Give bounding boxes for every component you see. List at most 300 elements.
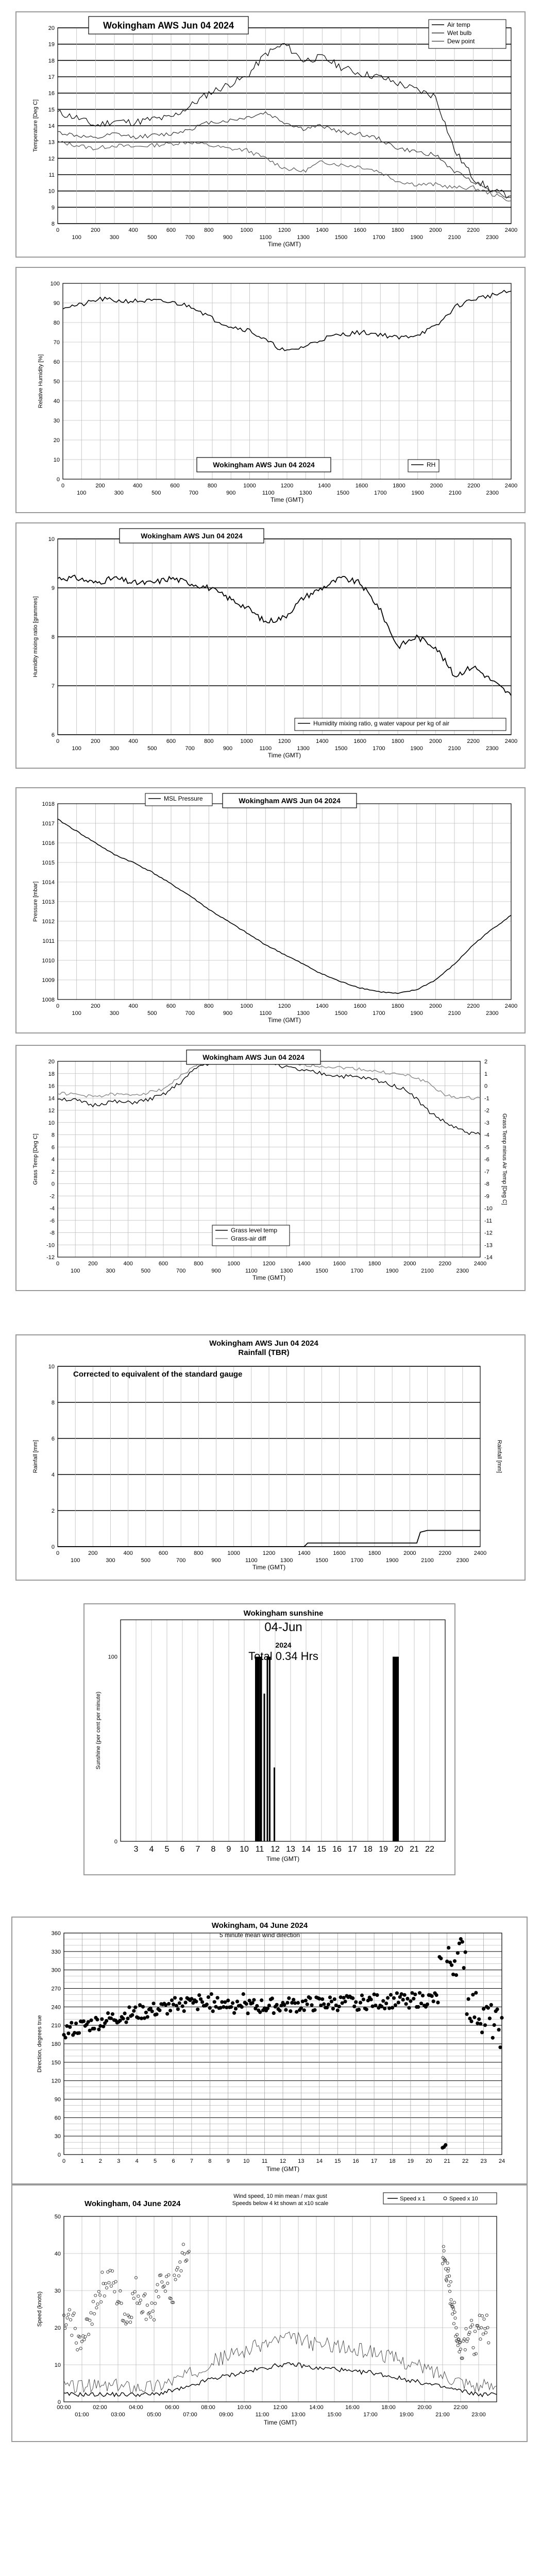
wind-direction-point: [403, 1993, 407, 1997]
x-tick-label: 1300: [297, 745, 310, 752]
x-tick-label: 2300: [486, 490, 499, 496]
speed-x10-marker: [166, 2282, 169, 2284]
y-tick-label: 12: [48, 1108, 55, 1114]
x-tick-label: 6: [180, 1845, 185, 1854]
y-tick-label: 1009: [42, 977, 55, 984]
x-tick-label: 2000: [403, 1261, 416, 1267]
y-tick-label: 50: [54, 2214, 61, 2220]
x-tick-label: 600: [166, 738, 176, 744]
y-tick-label: 4: [51, 1472, 55, 1478]
speed-x10-marker: [458, 2350, 461, 2353]
wind-direction-point: [464, 1951, 467, 1954]
mixing-ratio-chart: [16, 523, 525, 768]
y-tick-label: 120: [51, 2078, 61, 2084]
wind-direction-point: [352, 2005, 356, 2008]
speed-x10-marker: [473, 2353, 476, 2355]
y-tick-label: 1010: [42, 958, 55, 964]
grass-temp-chart-panel: [15, 1045, 526, 1291]
x-tick-label: 5: [164, 1845, 170, 1854]
y-right-axis-label: Grass Temp minus Air Temp [Deg C]: [501, 1113, 508, 1205]
y-right-tick-label: -14: [484, 1255, 493, 1261]
x-tick-label: 1600: [353, 1003, 366, 1009]
x-tick-label: 17: [348, 1845, 357, 1854]
x-tick-label: 24: [498, 2158, 505, 2164]
wind-direction-point: [229, 2005, 233, 2009]
x-tick-label: 1600: [353, 738, 366, 744]
speed-x10-marker: [70, 2318, 72, 2321]
x-tick-label: 20:00: [417, 2404, 432, 2411]
wind-direction-point: [498, 2045, 502, 2049]
wind-direction-point: [74, 2022, 78, 2025]
x-tick-label: 16:00: [345, 2404, 360, 2411]
x-tick-label: 1800: [368, 1550, 381, 1556]
x-tick-label: 5: [154, 2158, 157, 2164]
wind-direction-point: [493, 2023, 496, 2027]
y-tick-label: 0: [51, 1181, 55, 1188]
x-tick-label: 21:00: [435, 2412, 450, 2418]
x-tick-label: 600: [166, 1003, 176, 1009]
y-right-tick-label: 1: [484, 1071, 488, 1077]
wind-direction-point: [232, 2011, 236, 2015]
speed-x10-marker: [164, 2290, 166, 2293]
wind-direction-point: [351, 1996, 354, 2000]
x-tick-label: 02:00: [93, 2404, 107, 2411]
speed-x10-marker: [150, 2302, 153, 2304]
wind-direction-point: [287, 1996, 291, 2000]
x-tick-label: 100: [70, 1268, 80, 1274]
x-tick-label: 1000: [227, 1261, 240, 1267]
x-tick-label: 2200: [467, 1003, 480, 1009]
x-tick-label: 19: [407, 2158, 414, 2164]
y-tick-label: -8: [49, 1230, 55, 1236]
x-tick-label: 23:00: [471, 2412, 486, 2418]
wind-direction-point: [252, 1998, 256, 2002]
speed-x10-marker: [479, 2338, 482, 2341]
x-tick-label: 22: [425, 1845, 434, 1854]
y-tick-label: 8: [51, 1132, 55, 1139]
y-tick-label: 30: [54, 2133, 61, 2140]
x-tick-label: 18:00: [381, 2404, 396, 2411]
speed-x10-marker: [114, 2280, 117, 2283]
y-tick-label: 16: [48, 1083, 55, 1090]
y-tick-label: 300: [51, 1967, 61, 1974]
x-tick-label: 900: [226, 490, 236, 496]
speed-x10-marker: [65, 2324, 67, 2326]
x-tick-label: 500: [141, 1268, 151, 1274]
y-tick-label: 18: [48, 58, 55, 64]
wind-direction-point: [365, 2008, 368, 2011]
speed-x10-marker: [71, 2334, 73, 2336]
x-tick-label: 1200: [262, 1550, 276, 1556]
wind-direction-point: [454, 1973, 458, 1977]
speed-x10-marker: [483, 2318, 485, 2320]
x-tick-label: 1400: [298, 1261, 311, 1267]
wind-direction-point: [235, 1999, 239, 2003]
x-axis-label: Time (GMT): [270, 496, 304, 503]
y-tick-label: 0: [57, 2399, 61, 2405]
sunshine-bar: [264, 1693, 265, 1841]
wind-direction-point: [141, 2005, 145, 2009]
wind-direction-point: [272, 2011, 276, 2015]
wind-direction-point: [240, 2005, 244, 2009]
x-tick-label: 2100: [421, 1268, 434, 1274]
y-tick-label: 360: [51, 1930, 61, 1937]
y-tick-label: 10: [48, 1364, 55, 1370]
x-tick-label: 0: [62, 2158, 66, 2164]
y-tick-label: 6: [51, 1436, 55, 1442]
wind-direction-point: [304, 1999, 308, 2003]
wind-direction-point: [343, 1999, 347, 2003]
legend-entry: MSL Pressure: [164, 795, 203, 802]
wind-direction-point: [472, 2015, 476, 2019]
wind-direction-point: [354, 2000, 358, 2004]
x-tick-label: 1700: [350, 1268, 364, 1274]
x-tick-label: 900: [211, 1268, 221, 1274]
speed-x10-marker: [466, 2337, 469, 2340]
x-tick-label: 300: [106, 1268, 115, 1274]
y-tick-label: 18: [48, 1071, 55, 1077]
chart-title: Wokingham, 04 June 2024: [84, 2199, 181, 2208]
speed-x10-marker: [176, 2266, 179, 2269]
wind-direction-point: [123, 2011, 127, 2015]
wind-direction-point: [401, 1998, 405, 2002]
y-right-tick-label: -2: [484, 1108, 489, 1114]
sunshine-chart-panel: [83, 1603, 455, 1875]
speed-x10-marker: [101, 2271, 104, 2274]
wind-direction-point: [404, 2002, 408, 2006]
speed-x10-marker: [120, 2302, 123, 2304]
x-tick-label: 1000: [227, 1550, 240, 1556]
x-tick-label: 20: [426, 2158, 432, 2164]
legend-entry: Speed x 1: [400, 2196, 426, 2202]
speed-x10-marker: [178, 2275, 180, 2277]
x-tick-label: 2200: [467, 483, 480, 489]
x-tick-label: 18: [389, 2158, 396, 2164]
x-tick-label: 1600: [333, 1261, 346, 1267]
x-tick-label: 1800: [393, 483, 405, 489]
y-tick-label: 8: [51, 1400, 55, 1406]
x-tick-label: 8: [208, 2158, 212, 2164]
speed-x10-marker: [450, 2298, 452, 2301]
x-tick-label: 0: [56, 738, 60, 744]
speed-x10-marker: [470, 2319, 472, 2321]
x-tick-label: 100: [72, 1010, 81, 1016]
wind-direction-point: [205, 2003, 209, 2006]
speed-x10-marker: [94, 2294, 97, 2297]
y-axis-label: Grass Temp [Deg C]: [32, 1133, 39, 1185]
x-tick-label: 11:00: [255, 2412, 269, 2418]
speed-x10-marker: [448, 2284, 450, 2287]
x-tick-label: 10: [240, 1845, 249, 1854]
y-tick-label: 8: [51, 634, 55, 640]
speed-x10-marker: [453, 2301, 455, 2304]
x-tick-label: 500: [147, 745, 157, 752]
wind-direction-point: [97, 2028, 100, 2031]
wind-direction-point: [95, 2018, 99, 2021]
wind-direction-point: [208, 2006, 212, 2010]
wind-direction-point: [322, 2002, 326, 2006]
wind-direction-point: [155, 2012, 158, 2016]
x-tick-label: 400: [123, 1261, 133, 1267]
x-tick-label: 500: [151, 490, 161, 496]
wind-direction-point: [255, 2004, 259, 2008]
speed-x10-marker: [66, 2316, 69, 2319]
x-tick-label: 2200: [438, 1550, 451, 1556]
x-tick-label: 19:00: [399, 2412, 414, 2418]
y-tick-label: 60: [54, 2115, 61, 2122]
chart-title: Wokingham AWS Jun 04 2024: [141, 532, 243, 540]
x-tick-label: 900: [211, 1557, 221, 1564]
wind-direction-point: [168, 2009, 172, 2012]
y-tick-label: 30: [54, 2288, 61, 2294]
wind-direction-point: [82, 2020, 86, 2023]
x-tick-label: 16: [332, 1845, 342, 1854]
x-tick-label: 1100: [245, 1557, 258, 1564]
wind-direction-point: [126, 2016, 129, 2020]
y-tick-label: 6: [51, 732, 55, 738]
chart-title: Wokingham AWS Jun 04 2024: [239, 796, 341, 805]
wind-direction-point: [430, 1994, 434, 1998]
speed-x10-marker: [156, 2283, 159, 2286]
y-tick-label: 20: [48, 1059, 55, 1065]
y-tick-label: 7: [51, 683, 55, 689]
chart-date: 04-Jun: [264, 1620, 302, 1634]
x-tick-label: 300: [109, 1010, 120, 1016]
x-tick-label: 13: [286, 1845, 295, 1854]
y-axis-label: Direction, degrees true: [37, 2015, 43, 2073]
y-right-tick-label: -7: [484, 1168, 489, 1175]
speed-x10-marker: [180, 2269, 182, 2272]
wind-direction-point: [456, 1951, 460, 1955]
wind-direction-point: [477, 2018, 481, 2021]
x-tick-label: 100: [72, 745, 81, 752]
wind-direction-point: [124, 2021, 128, 2024]
x-tick-label: 1600: [353, 227, 366, 233]
legend-entry: Speed x 10: [449, 2196, 478, 2202]
speed-x10-marker: [96, 2303, 99, 2306]
chart-title: Wokingham AWS Jun 04 2024: [209, 1339, 318, 1348]
wind-direction-chart: [12, 1918, 527, 2183]
speed-x10-marker: [119, 2290, 122, 2292]
wind-direction-point: [313, 2008, 316, 2012]
x-tick-label: 1000: [243, 483, 256, 489]
x-tick-label: 1100: [259, 234, 272, 241]
speed-x10-marker: [449, 2280, 452, 2283]
x-tick-label: 2100: [449, 490, 462, 496]
wind-direction-point: [412, 1997, 415, 2001]
legend-entry: Dew point: [447, 38, 475, 45]
sunshine-bar: [258, 1657, 259, 1841]
sunshine-bar: [397, 1657, 399, 1841]
wind-direction-point: [394, 2003, 397, 2007]
wind-direction-point: [395, 1991, 399, 1995]
x-tick-label: 800: [204, 1003, 214, 1009]
wind-direction-point: [405, 1997, 409, 2001]
x-tick-label: 11: [261, 2158, 268, 2164]
wind-direction-point: [176, 2007, 180, 2011]
speed-x10-marker: [89, 2319, 91, 2321]
y-tick-label: 1018: [42, 801, 55, 807]
x-tick-label: 1900: [410, 1010, 423, 1016]
x-tick-label: 2400: [504, 227, 518, 233]
x-tick-label: 0: [61, 483, 65, 489]
y-tick-label: 2: [51, 1508, 55, 1514]
x-tick-label: 2400: [504, 483, 518, 489]
chart-subtitle-2: Speeds below 4 kt shown at x10 scale: [232, 2200, 329, 2207]
wind-direction-point: [480, 2030, 484, 2034]
pressure-chart-panel: [15, 787, 526, 1033]
x-tick-label: 1300: [299, 490, 312, 496]
x-tick-label: 17:00: [363, 2412, 378, 2418]
sunshine-bar: [269, 1657, 270, 1841]
y-tick-label: 4: [51, 1157, 55, 1163]
wind-direction-point: [182, 2009, 186, 2013]
y-tick-label: 9: [51, 205, 55, 211]
x-tick-label: 6: [172, 2158, 175, 2164]
y-right-tick-label: -11: [484, 1217, 493, 1224]
y-tick-label: -6: [49, 1217, 55, 1224]
wind-direction-point: [165, 2012, 169, 2015]
wind-direction-point: [416, 2005, 420, 2009]
chart-annotation: Corrected to equivalent of the standard gauge: [73, 1370, 243, 1379]
x-tick-label: 800: [194, 1261, 204, 1267]
speed-x10-marker: [173, 2274, 176, 2277]
y-tick-label: 330: [51, 1948, 61, 1955]
x-tick-label: 700: [176, 1268, 186, 1274]
x-tick-label: 17: [370, 2158, 378, 2164]
rainfall-chart-panel: [15, 1334, 526, 1581]
y-tick-label: -10: [46, 1242, 55, 1249]
wind-direction-point: [210, 1992, 213, 1996]
x-tick-label: 1100: [262, 490, 275, 496]
wind-direction-point: [461, 1940, 464, 1944]
wind-direction-point: [197, 1993, 201, 1997]
speed-x10-marker: [137, 2295, 140, 2297]
y-right-tick-label: -4: [484, 1132, 489, 1139]
x-tick-label: 1500: [334, 745, 348, 752]
wind-direction-point: [479, 2022, 482, 2026]
wind-direction-point: [432, 1999, 435, 2003]
x-axis-label: Time (GMT): [267, 1016, 301, 1024]
y-tick-label: 8: [51, 221, 55, 227]
y-tick-label: 40: [53, 398, 60, 404]
x-tick-label: 600: [158, 1550, 168, 1556]
wind-direction-point: [397, 2001, 400, 2004]
x-tick-label: 15:00: [327, 2412, 342, 2418]
sunshine-bar: [255, 1657, 257, 1841]
wind-direction-point: [310, 2003, 314, 2007]
wind-direction-point: [360, 1993, 364, 1997]
x-tick-label: 10: [243, 2158, 250, 2164]
y-tick-label: 50: [53, 379, 60, 385]
y-tick-label: 10: [48, 536, 55, 543]
x-tick-label: 22:00: [453, 2404, 468, 2411]
wind-direction-point: [331, 2007, 335, 2010]
x-tick-label: 2400: [474, 1261, 487, 1267]
speed-x10-marker: [83, 2338, 86, 2341]
x-tick-label: 700: [189, 490, 198, 496]
x-tick-label: 4: [135, 2158, 139, 2164]
wind-direction-point: [482, 2007, 485, 2011]
x-tick-label: 19: [379, 1845, 388, 1854]
x-tick-label: 2000: [429, 227, 442, 233]
x-tick-label: 200: [91, 227, 100, 233]
y-tick-label: 12: [48, 156, 55, 162]
x-tick-label: 1900: [410, 234, 423, 241]
x-tick-label: 3: [117, 2158, 121, 2164]
wind-direction-point: [309, 1996, 312, 2000]
x-tick-label: 08:00: [201, 2404, 215, 2411]
x-tick-label: 1400: [316, 227, 329, 233]
wind-direction-point: [285, 2001, 289, 2005]
humidity-chart-panel: [15, 267, 526, 513]
wind-direction-point: [488, 2016, 492, 2020]
wind-direction-point: [374, 2004, 377, 2007]
y-tick-label: 1015: [42, 860, 55, 866]
wind-direction-point: [469, 2020, 473, 2023]
y-right-tick-label: -9: [484, 1193, 489, 1200]
x-tick-label: 1000: [240, 1003, 253, 1009]
wind-direction-point: [426, 2003, 429, 2006]
x-tick-label: 3: [133, 1845, 139, 1854]
x-tick-label: 01:00: [75, 2412, 89, 2418]
speed-x10-marker: [161, 2281, 163, 2283]
x-tick-label: 1000: [240, 227, 253, 233]
y-right-tick-label: -10: [484, 1206, 493, 1212]
wind-direction-point: [439, 1957, 443, 1960]
x-tick-label: 200: [88, 1550, 98, 1556]
x-tick-label: 0: [56, 227, 60, 233]
wind-direction-point: [267, 2004, 271, 2007]
y-tick-label: 150: [51, 2059, 61, 2066]
wind-direction-point: [421, 1994, 425, 1997]
sunshine-bar: [261, 1657, 262, 1841]
x-tick-label: 1200: [262, 1261, 276, 1267]
wind-direction-point: [383, 2007, 386, 2010]
x-tick-label: 1100: [259, 1010, 272, 1016]
x-tick-label: 1800: [391, 227, 404, 233]
wind-direction-point: [357, 2008, 361, 2011]
x-tick-label: 600: [170, 483, 180, 489]
x-tick-label: 900: [223, 745, 233, 752]
y-tick-label: 70: [53, 340, 60, 346]
wind-direction-point: [173, 1996, 177, 1999]
y-tick-label: 10: [54, 2362, 61, 2368]
wind-direction-point: [418, 1991, 421, 1995]
speed-x10-marker: [487, 2342, 490, 2344]
speed-x10-marker: [88, 2333, 90, 2336]
wind-direction-point: [450, 1963, 453, 1967]
y-tick-label: 100: [50, 281, 60, 287]
wind-direction-point: [184, 2001, 188, 2004]
x-tick-label: 1800: [391, 738, 404, 744]
wind-direction-point: [200, 2000, 204, 2004]
x-tick-label: 1200: [280, 483, 294, 489]
legend-entry: Humidity mixing ratio, g water vapour per kg of air: [313, 720, 450, 727]
x-tick-label: 800: [194, 1550, 204, 1556]
speed-x10-marker: [106, 2286, 108, 2289]
wind-direction-point: [325, 2006, 329, 2009]
y-right-tick-label: 0: [484, 1083, 488, 1090]
x-tick-label: 2100: [421, 1557, 434, 1564]
x-tick-label: 2100: [448, 234, 461, 241]
x-tick-label: 700: [185, 234, 195, 241]
wind-direction-point: [152, 2002, 156, 2005]
speed-x10-marker: [453, 2311, 456, 2313]
wind-direction-point: [66, 2031, 70, 2035]
wind-direction-point: [436, 2001, 439, 2004]
x-tick-label: 2400: [504, 738, 518, 744]
